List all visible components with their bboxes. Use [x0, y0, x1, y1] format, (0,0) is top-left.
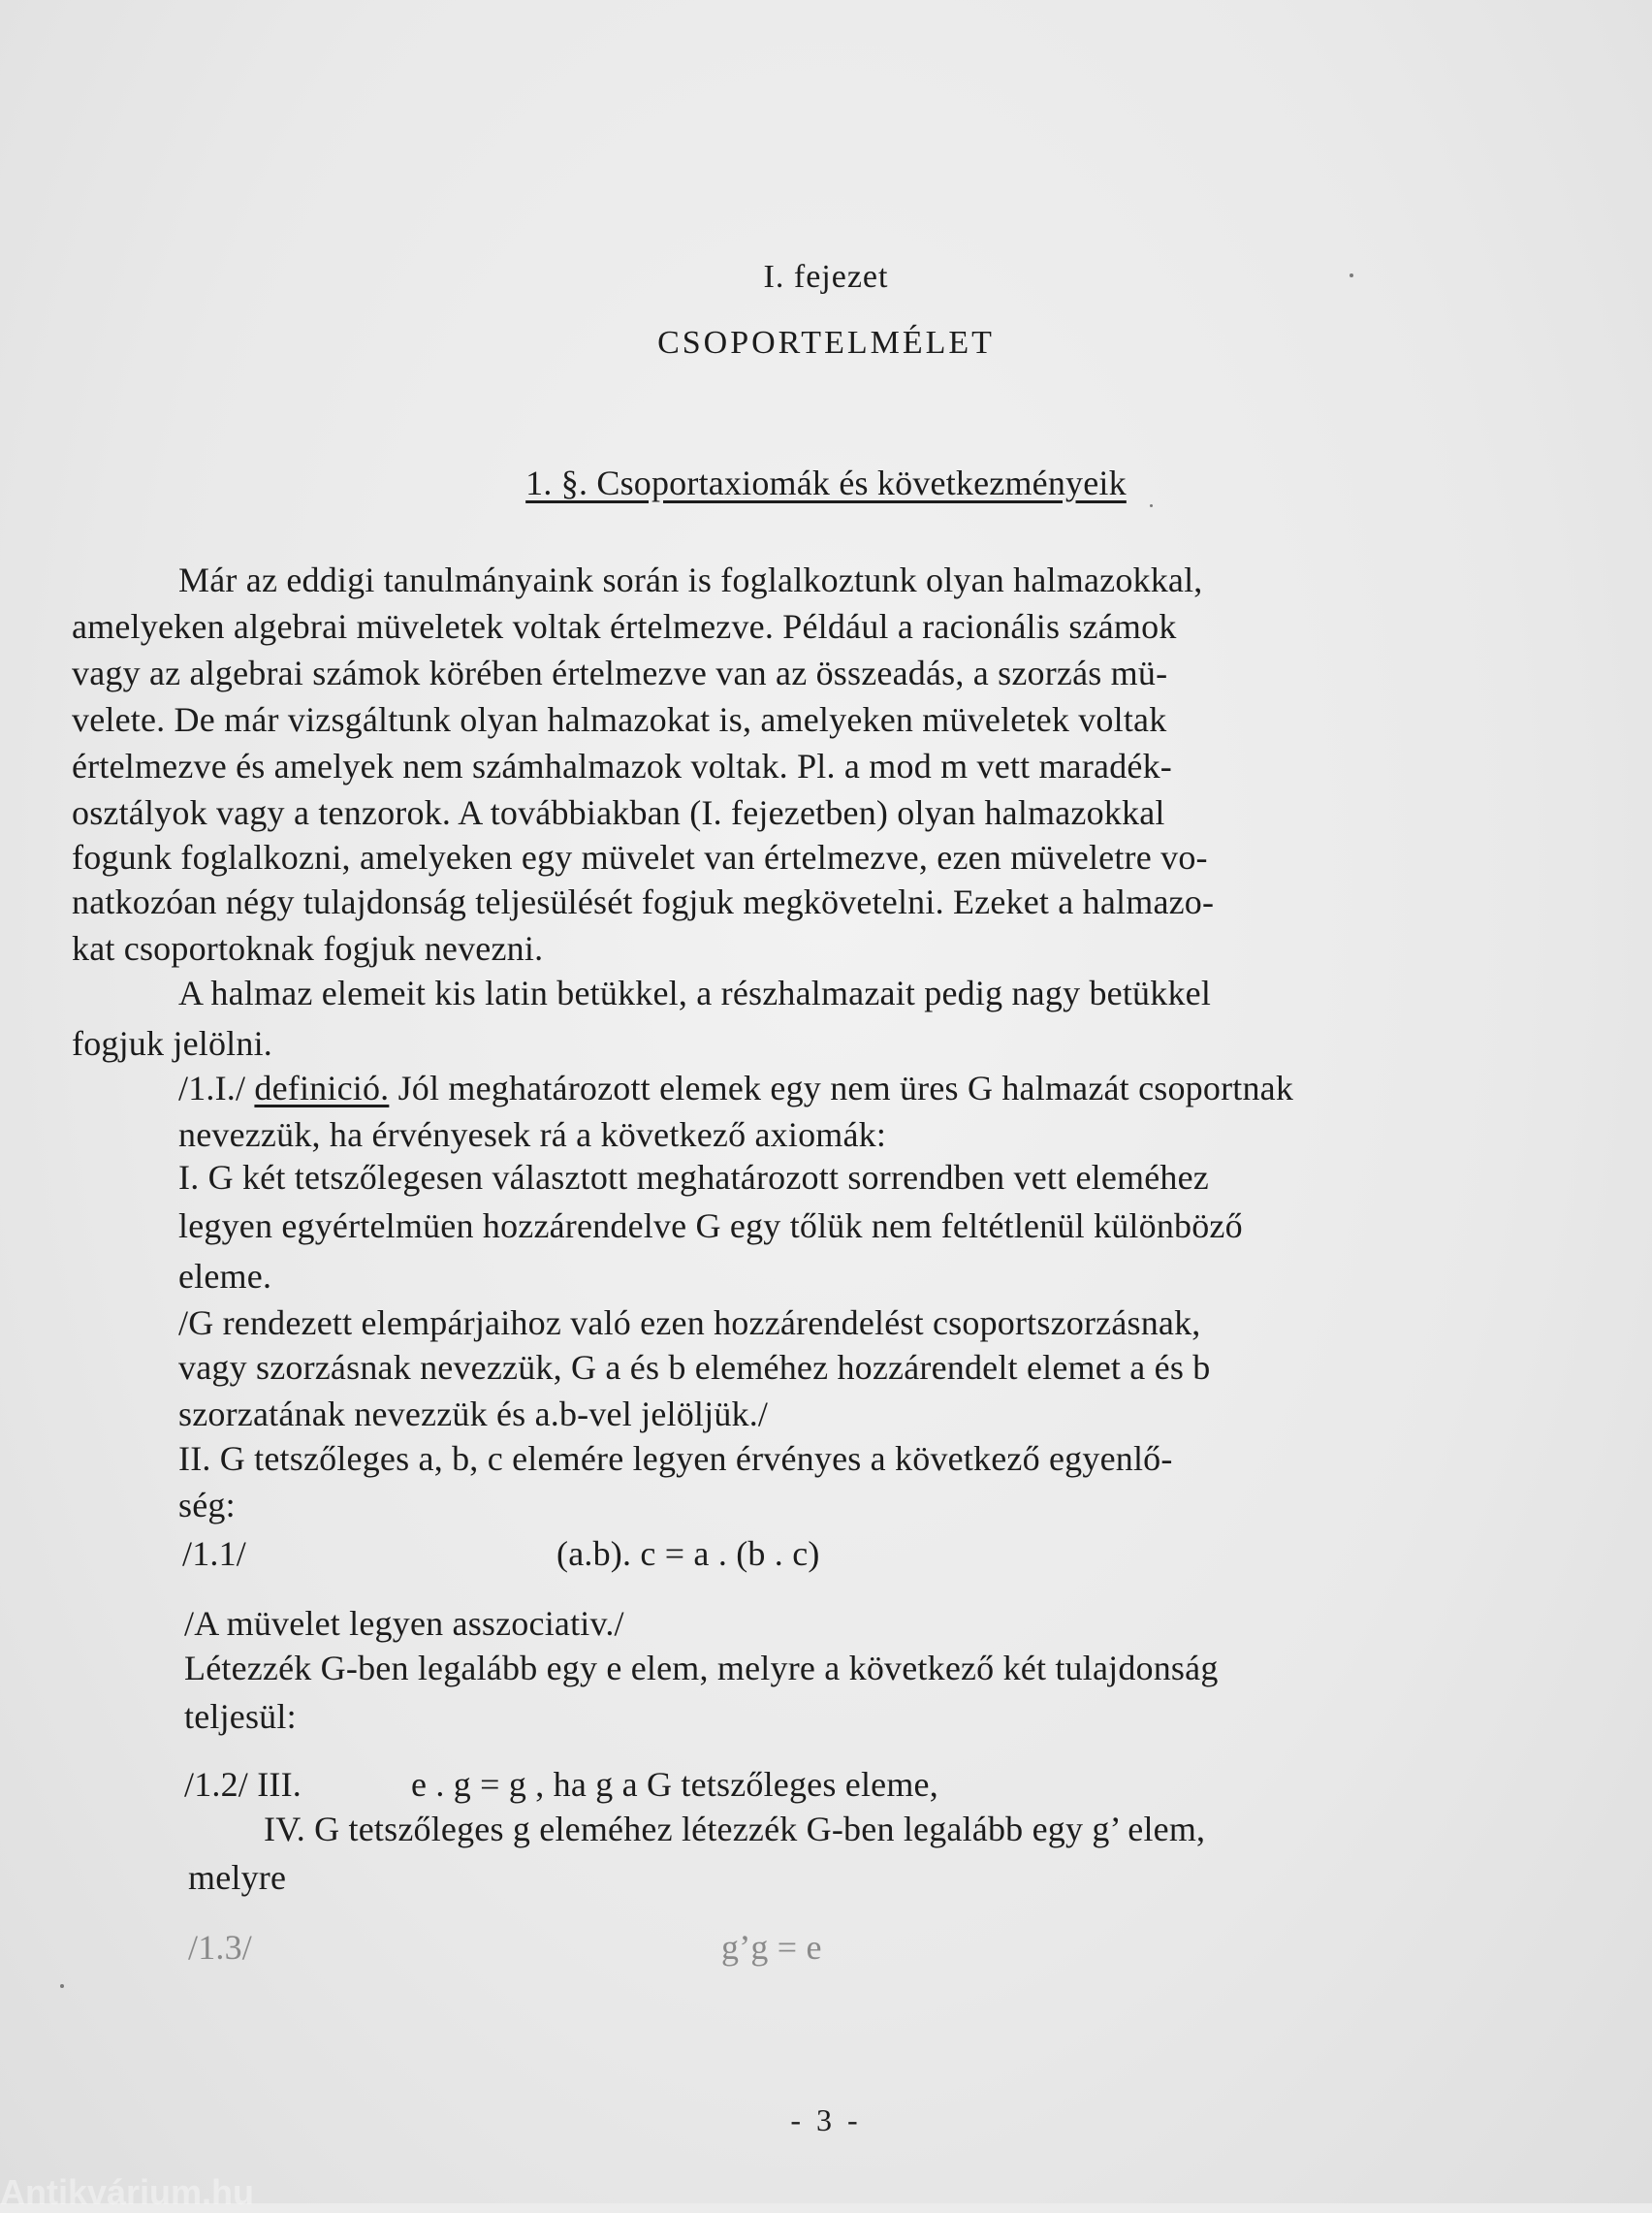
- axiom-line: IV. G tetszőleges g eleméhez létezzék G-ben legalább egy g’ elem,: [264, 1810, 1206, 1848]
- paragraph-line: fogjuk jelölni.: [72, 1024, 272, 1063]
- chapter-title: CSOPORTELMÉLET: [657, 325, 995, 361]
- watermark: Antikvárium.hu: [0, 2172, 255, 2212]
- paragraph-line: A halmaz elemeit kis latin betükkel, a részhalmazait pedig nagy betükkel: [178, 974, 1212, 1012]
- paper-speck: [60, 1984, 64, 1988]
- paragraph-line: Létezzék G-ben legalább egy e elem, melyre a következő két tulajdonság: [184, 1649, 1219, 1687]
- paragraph-line: vagy az algebrai számok körében értelmezve van az összeadás, a szorzás mü-: [72, 654, 1168, 692]
- page-number: - 3 -: [790, 2102, 862, 2137]
- equation-label: /1.3/: [188, 1928, 253, 1967]
- axiom-line: eleme.: [178, 1257, 272, 1296]
- axiom-line: II. G tetszőleges a, b, c elemére legyen érvényes a következő egyenlő-: [178, 1439, 1173, 1478]
- paragraph-line: Már az eddigi tanulmányaink során is foglalkoztunk olyan halmazokkal,: [178, 561, 1203, 599]
- axiom-line: I. G két tetszőlegesen választott meghatározott sorrendben vett eleméhez: [178, 1158, 1209, 1197]
- paragraph-line: kat csoportoknak fogjuk nevezni.: [72, 929, 544, 968]
- axiom-line: legyen egyértelmüen hozzárendelve G egy tőlük nem feltétlenül különböző: [178, 1206, 1243, 1245]
- equation-label: /1.2/ III.: [184, 1765, 302, 1804]
- definition-word: definició.: [254, 1069, 390, 1107]
- chapter-heading: I. fejezet: [763, 259, 889, 295]
- note-line: /A müvelet legyen asszociativ./: [184, 1604, 624, 1643]
- equation-formula: g’g = e: [721, 1928, 822, 1967]
- note-line: vagy szorzásnak nevezzük, G a és b eleméhez hozzárendelt elemet a és b: [178, 1348, 1211, 1387]
- paragraph-line: natkozóan négy tulajdonság teljesülését fogjuk megkövetelni. Ezeket a halmazo-: [72, 882, 1215, 921]
- paragraph-line: teljesül:: [184, 1697, 297, 1736]
- section-heading: 1. §. Csoportaxiomák és következményeik: [525, 464, 1127, 502]
- note-line: szorzatának nevezzük és a.b-vel jelöljük./: [178, 1395, 769, 1433]
- equation-label: /1.1/: [182, 1534, 247, 1573]
- axiom-line: ség:: [178, 1486, 236, 1524]
- note-line: /G rendezett elempárjaihoz való ezen hozzárendelést csoportszorzásnak,: [178, 1303, 1201, 1342]
- paper-speck: [1150, 504, 1153, 507]
- paper-speck: [1350, 273, 1353, 277]
- paragraph-line: értelmezve és amelyek nem számhalmazok voltak. Pl. a mod m vett maradék-: [72, 747, 1172, 786]
- paragraph-line: velete. De már vizsgáltunk olyan halmazokat is, amelyeken müveletek voltak: [72, 700, 1167, 739]
- definition-line: nevezzük, ha érvényesek rá a következő axiomák:: [178, 1115, 887, 1154]
- axiom-line: melyre: [188, 1858, 287, 1897]
- equation-formula: (a.b). c = a . (b . c): [556, 1534, 820, 1573]
- definition-line: [178, 1067, 1293, 1109]
- paragraph-line: amelyeken algebrai müveletek voltak értelmezve. Például a racionális számok: [72, 607, 1177, 646]
- definition-label: /1.I./: [178, 1069, 246, 1107]
- paragraph-line: fogunk foglalkozni, amelyeken egy müvelet van értelmezve, ezen müveletre vo-: [72, 838, 1208, 877]
- paragraph-line: osztályok vagy a tenzorok. A továbbiakban (I. fejezetben) olyan halmazokkal: [72, 793, 1165, 832]
- definition-text: Jól meghatározott elemek egy nem üres G halmazát csoportnak: [397, 1069, 1294, 1107]
- equation-formula: e . g = g , ha g a G tetszőleges eleme,: [411, 1765, 938, 1804]
